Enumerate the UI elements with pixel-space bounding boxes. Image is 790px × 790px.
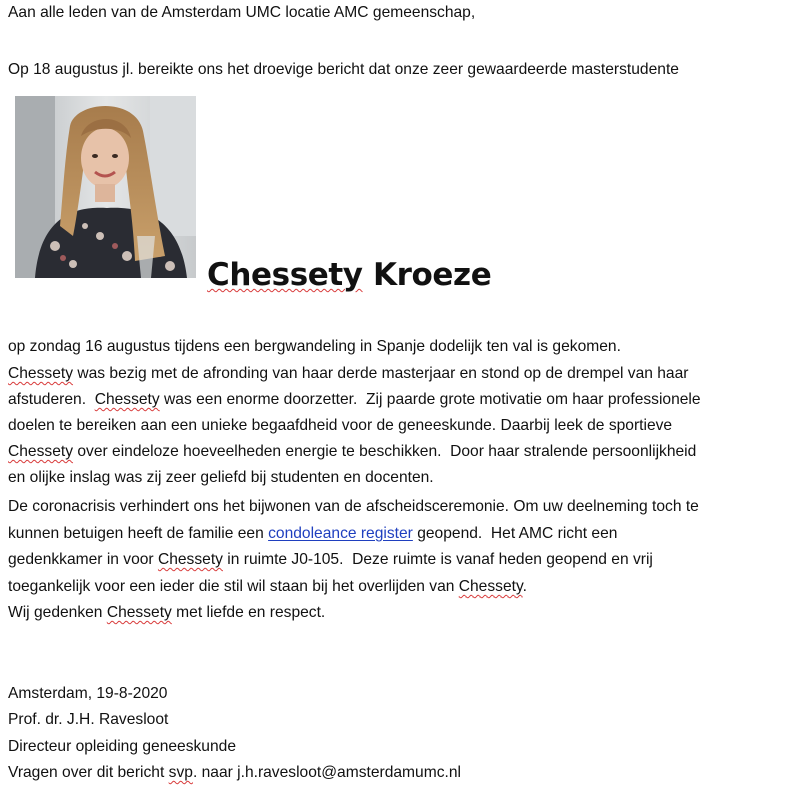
contact-text: Vragen over dit bericht: [8, 764, 169, 781]
deceased-name: [207, 255, 491, 295]
intro-paragraph: Op 18 augustus jl. bereikte ons het droevige bericht dat onze zeer gewaardeerde masterstudente: [8, 61, 679, 78]
name-mention: Chessety: [94, 391, 160, 408]
name-mention: Chessety: [458, 578, 523, 595]
body-line: [8, 603, 325, 623]
name-mention: Chessety: [8, 365, 74, 382]
name-mention: Chessety: [157, 551, 223, 568]
body-line: [8, 390, 701, 410]
body-line: op zondag 16 augustus tijdens een bergwandeling in Spanje dodelijk ten val is gekomen.: [8, 338, 621, 355]
body-line: [8, 550, 653, 570]
body-text-run: afstuderen.: [8, 391, 95, 408]
author-role: Directeur opleiding geneeskunde: [8, 738, 236, 755]
body-text-run: Wij gedenken: [8, 604, 107, 621]
portrait-illustration: [15, 96, 196, 278]
body-text-run: .: [522, 578, 527, 595]
portrait-photo: [15, 96, 196, 278]
body-text-run: in ruimte J0-105. Deze ruimte is vanaf heden geopend en vrij: [222, 551, 653, 568]
body-line: [8, 364, 688, 384]
name-mention: Chessety: [106, 604, 172, 621]
body-line: [8, 442, 696, 462]
body-text-run: was bezig met de afronding van haar derde masterjaar en stond op de drempel van haar: [73, 365, 689, 382]
body-line: [8, 577, 527, 597]
body-text-run: met liefde en respect.: [171, 604, 326, 621]
body-text-run: over eindeloze hoeveelheden energie te beschikken. Door haar stralende persoonlijkheid: [73, 443, 697, 460]
body-text-run: was een enorme doorzetter. Zij paarde grote motivatie om haar professionele: [159, 391, 701, 408]
name-mention: Chessety: [8, 443, 74, 460]
salutation: Aan alle leden van de Amsterdam UMC locatie AMC gemeenschap,: [8, 4, 476, 21]
condoleance-register-link[interactable]: condoleance register: [268, 525, 413, 542]
name-last: Kroeze: [373, 257, 492, 293]
body-line: De coronacrisis verhindert ons het bijwonen van de afscheidsceremonie. Om uw deelneming toch te: [8, 498, 699, 515]
body-text-run: kunnen betuigen heeft de familie een: [8, 525, 269, 542]
body-line: en olijke inslag was zij zeer geliefd bij studenten en docenten.: [8, 469, 434, 486]
contact-line: [8, 763, 461, 783]
body-text-run: geopend. Het AMC richt een: [412, 525, 618, 542]
body-line: doelen te bereiken aan een unieke begaafdheid voor de geneeskunde. Daarbij leek de sportieve: [8, 417, 673, 434]
place-date: Amsterdam, 19-8-2020: [8, 685, 168, 702]
svp-abbrev: svp: [168, 764, 193, 781]
body-text-run: toegankelijk voor een ieder die stil wil staan bij het overlijden van: [8, 578, 459, 595]
body-line: [8, 524, 617, 544]
name-first: Chessety: [207, 257, 363, 293]
body-text-run: gedenkkamer in voor: [8, 551, 158, 568]
author: Prof. dr. J.H. Ravesloot: [8, 711, 169, 728]
contact-email: . naar j.h.ravesloot@amsterdamumc.nl: [192, 764, 461, 781]
